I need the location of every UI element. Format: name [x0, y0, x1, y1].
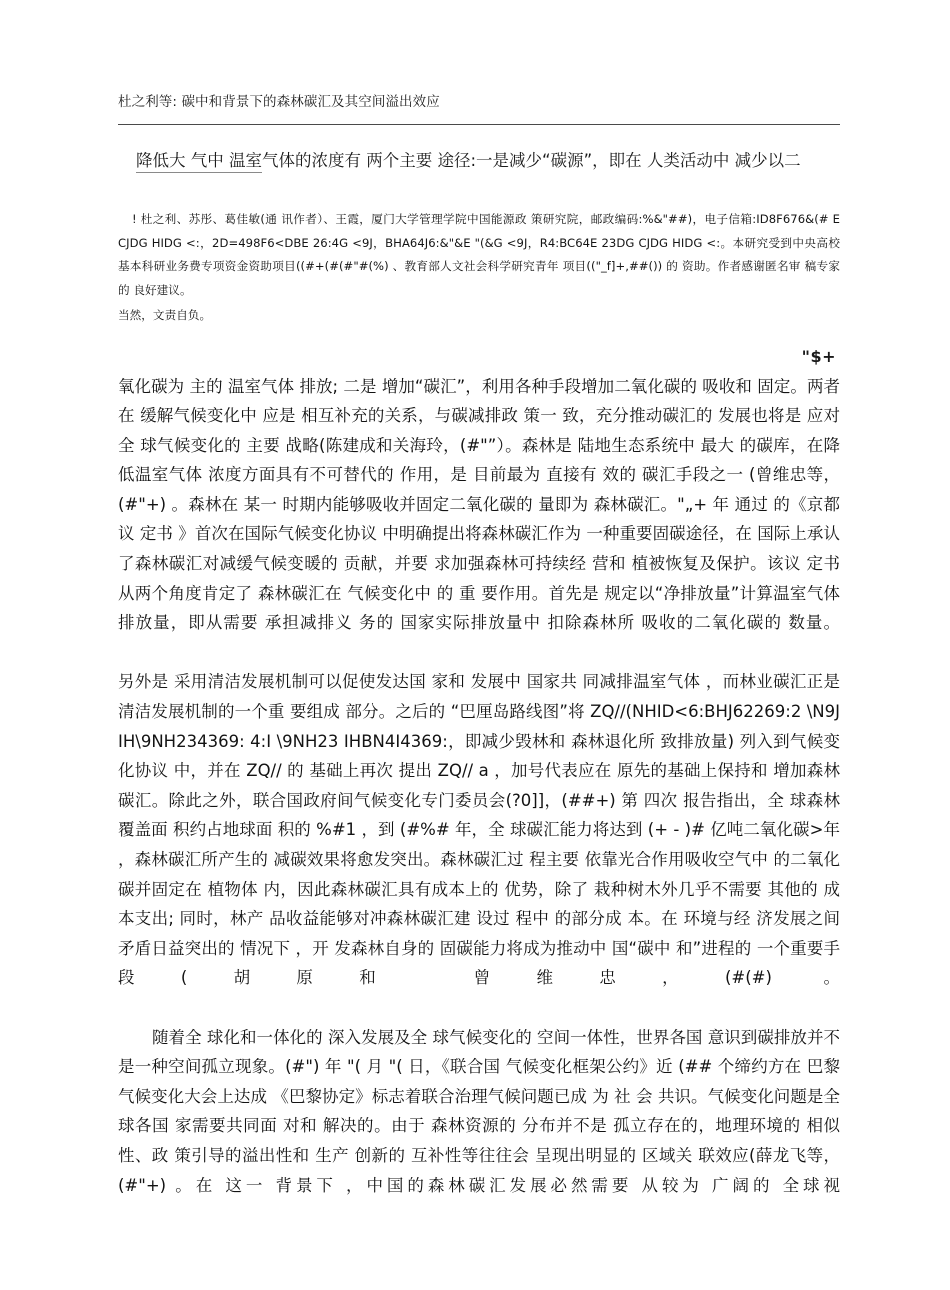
- body-text: [118, 372, 840, 1230]
- body-paragraph-2: 另外是 采用清洁发展机制可以促使发达国 家和 发展中 国家共 同减排温室气体 ，而林业碳汇正是清洁发展机制的一个重 要组成 部分。之后的 “巴厘岛路线图”将 ZQ//(NHID<6:BHJ62269:2 \N9J IH\9NH234369: 4:I \9NH23 IHBN4I4369:，即减少毁林和 森林退化所 致排放量) 列入到气候变化协议 中，并在 ZQ// 的 基础上再次 提出 ZQ// a ，加号代表应在 原先的基础上保持和 增加森林碳汇。除此之外，联合国政府间气候变化专门委员会(?0]]，(##+) 第 四次 报告指出，全 球森林覆盖面 积约占地球面 积的 %#1 ，到 (#%# 年，全 球碳汇能力将达到 (+ - )# 亿吨二氧化碳>年 ，森林碳汇所产生的 减碳效果将愈发突出。森林碳汇过 程主要 依靠光合作用吸收空气中 的二氧化碳并固定在 植物体 内，因此森林碳汇具有成本上的 优势，除了 栽种树木外几乎不需要 其他的 成本支出; 同时，林产 品收益能够对冲森林碳汇建 设过 程中 的部分成 本。在 环境与经 济发展之间矛盾日益突出的 情况下 ，开 发森林自身的 固碳能力将成为推动中 国“碳中 和”进程的 一个重要手段(胡原和 曾维忠，(#(#) 。: [118, 672, 840, 988]
- footnote-authors-funding: [118, 208, 840, 302]
- running-head: 杜之利等: 碳中和背景下的森林碳汇及其空间溢出效应: [118, 94, 440, 110]
- page-content: [118, 92, 840, 1230]
- right-page-marker: "$+: [801, 346, 836, 366]
- body-paragraph-1: 氧化碳为 主的 温室气体 排放; 二是 增加“碳汇”，利用各种手段增加二氧化碳的 吸收和 固定。两者在 缓解气候变化中 应是 相互补充的关系，与碳减排政 策一 致，充分推动碳汇的 发展也将是 应对全 球气候变化的 主要 战略(陈建成和关海玲，(#"”）。森林是 陆地生态系统中 最大 的碳库，在降低温室气体 浓度方面具有不可替代的 作用，是 目前最为 直接有 效的 碳汇手段之一 (曾维忠等， (#"+) 。森林在 某一 时期内能够吸收并固定二氧化碳的 量即为 森林碳汇。"„+ 年 通过 的《京都议 定书 》首次在国际气候变化协议 中明确提出将森林碳汇作为 一种重要固碳途径，在 国际上承认了森林碳汇对减缓气候变暖的 贡献，并要 求加强森林可持续经 营和 植被恢复及保护。该议 定书 从两个角度肯定了 森林碳汇在 气候变化中 的 重 要作用。首先是 规定以“净排放量”计算温室气体 排放量，即从需要 承担减排义 务的 国家实际排放量中 扣除森林所 吸收的二氧化碳的 数量。: [118, 376, 840, 633]
- lead-underlined-text: 降低大 气中 温室: [136, 151, 262, 173]
- body-paragraph-3: 随着全 球化和一体化的 深入发展及全 球气候变化的 空间一体性，世界各国 意识到碳排放并不是一种空间孤立现象。(#") 年 "( 月 "( 日，《联合国 气候变化框架公约》近 (## 个缔约方在 巴黎气候变化大会上达成 《巴黎协定》标志着联合治理气候问题已成 为 社 会 共识。气候变化问题是全球各国 家需要共同面 对和 解决的。由于 森林资源的 分布并不是 孤立存在的，地理环境的 相似性、政 策引导的溢出性和 生产 创新的 互补性等往往会 呈现出明显的 区域关 联效应(薛龙飞等， (#"+) 。在 这一 背景下 ，中国的森林碳汇发展必然需要 从较为 广阔的 全球视: [118, 1027, 840, 1195]
- lead-paragraph: [118, 146, 840, 176]
- footnote-line-1: ! 杜之利、苏彤、葛佳敏(通 讯作者）、王霞，厦门大学管理学院中国能源政 策研究院，邮政编码:%&"##)，电子信箱:ID8F676&(# E CJDG HIDG <:，2D=498F6<DBE 26:4G <9J，BHA64J6:&"&E "(&G <9J，R4:BC64E 23DG CJDG HIDG <:。本研究受到中央高校基本科研业务费专项资金资助项目((#+(#(#"#(%) 、教育部人文社会科学研究青年 项目(("_f]+,##()) 的 资助。作者感谢匿名审 稿专家的 良好建议。: [118, 212, 840, 297]
- header-divider-rule: [118, 124, 840, 125]
- lead-rest-text: 气体的浓度有 两个主要 途径:一是减少“碳源”，即在 人类活动中 减少以二: [262, 151, 801, 170]
- footnote-line-2: 当然，文责自负。: [118, 308, 212, 322]
- footnote-block: [118, 208, 840, 328]
